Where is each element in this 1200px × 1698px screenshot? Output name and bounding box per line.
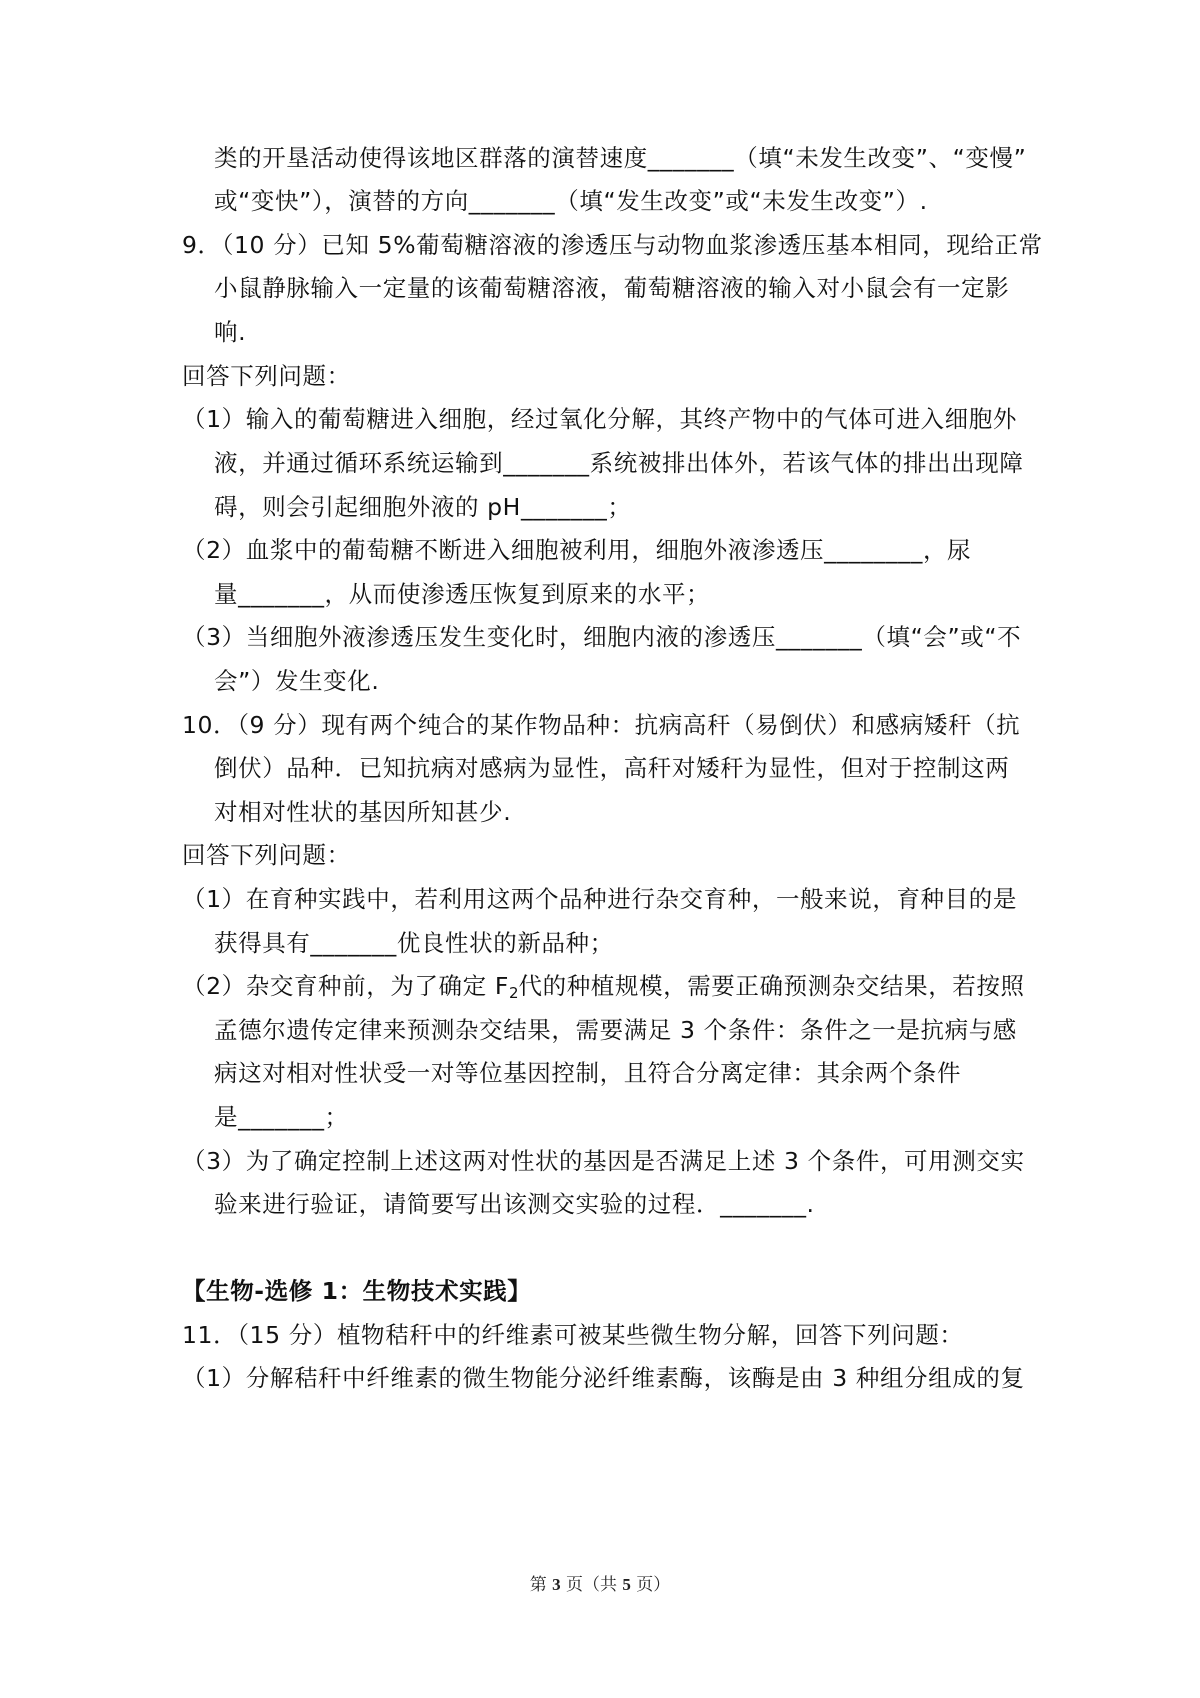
question-10-title: 10．（9 分）现有两个纯合的某作物品种：抗病高秆（易倒伏）和感病矮秆（抗 [182, 711, 1021, 739]
sub-question: （2）血浆中的葡萄糖不断进入细胞被利用，细胞外液渗透压________，尿 [182, 536, 972, 564]
page-footer [0, 1570, 1200, 1595]
sub-question: （1）分解秸秆中纤维素的微生物能分泌纤维素酶，该酶是由 3 种组分组成的复 [182, 1364, 1025, 1392]
section-heading: 【生物-选修 1：生物技术实践】 [182, 1277, 532, 1305]
footer-text: 第 [529, 1575, 553, 1595]
question-9-title: 9．（10 分）已知 5%葡萄糖溶液的渗透压与动物血浆渗透压基本相同，现给正常 [182, 231, 1043, 259]
text-line: 碍，则会引起细胞外液的 pH_______； [214, 493, 632, 521]
sub-question: （1）在育种实践中，若利用这两个品种进行杂交育种，一般来说，育种目的是 [182, 885, 1017, 913]
text-segment: （2）杂交育种前，为了确定 F [182, 972, 509, 1000]
text-line: 量_______，从而使渗透压恢复到原来的水平； [214, 580, 711, 608]
text-line: 或“变快”），演替的方向_______（填“发生改变”或“未发生改变”）. [214, 187, 928, 215]
text-line: 是_______； [214, 1103, 349, 1131]
sub-question: （1）输入的葡萄糖进入细胞，经过氧化分解，其终产物中的气体可进入细胞外 [182, 405, 1017, 433]
text-line: 响. [214, 318, 247, 346]
text-line: 病这对相对性状受一对等位基因控制，且符合分离定律：其余两个条件 [214, 1059, 962, 1087]
footer-text: 页（共 [560, 1575, 623, 1595]
text-line: 孟德尔遗传定律来预测杂交结果，需要满足 3 个条件：条件之一是抗病与感 [214, 1016, 1017, 1044]
answer-prompt: 回答下列问题： [182, 362, 351, 390]
text-line: 液，并通过循环系统运输到_______系统被排出体外，若该气体的排出出现障 [214, 449, 1024, 477]
page-number: 3 [552, 1575, 561, 1594]
text-line: 获得具有_______优良性状的新品种； [214, 929, 614, 957]
text-line: 会”）发生变化. [214, 667, 380, 695]
sub-question [182, 971, 1025, 1008]
sub-question: （3）为了确定控制上述这两对性状的基因是否满足上述 3 个条件，可用测交实 [182, 1147, 1025, 1175]
text-segment: 代的种植规模，需要正确预测杂交结果，若按照 [518, 972, 1025, 1000]
text-line: 小鼠静脉输入一定量的该葡萄糖溶液，葡萄糖溶液的输入对小鼠会有一定影 [214, 274, 1010, 302]
answer-prompt: 回答下列问题： [182, 841, 351, 869]
sub-question: （3）当细胞外液渗透压发生变化时，细胞内液的渗透压_______（填“会”或“不 [182, 623, 1022, 651]
text-line: 倒伏）品种．已知抗病对感病为显性，高秆对矮秆为显性，但对于控制这两 [214, 754, 1010, 782]
text-line: 类的开垦活动使得该地区群落的演替速度_______（填“未发生改变”、“变慢” [214, 144, 1027, 172]
footer-text: 页） [630, 1575, 671, 1595]
text-line: 对相对性状的基因所知甚少. [214, 798, 512, 826]
page-total: 5 [622, 1575, 631, 1594]
subscript: 2 [508, 984, 519, 1002]
text-line: 验来进行验证，请简要写出该测交实验的过程．_______. [214, 1190, 815, 1218]
question-11-title: 11．（15 分）植物秸秆中的纤维素可被某些微生物分解，回答下列问题： [182, 1321, 964, 1349]
